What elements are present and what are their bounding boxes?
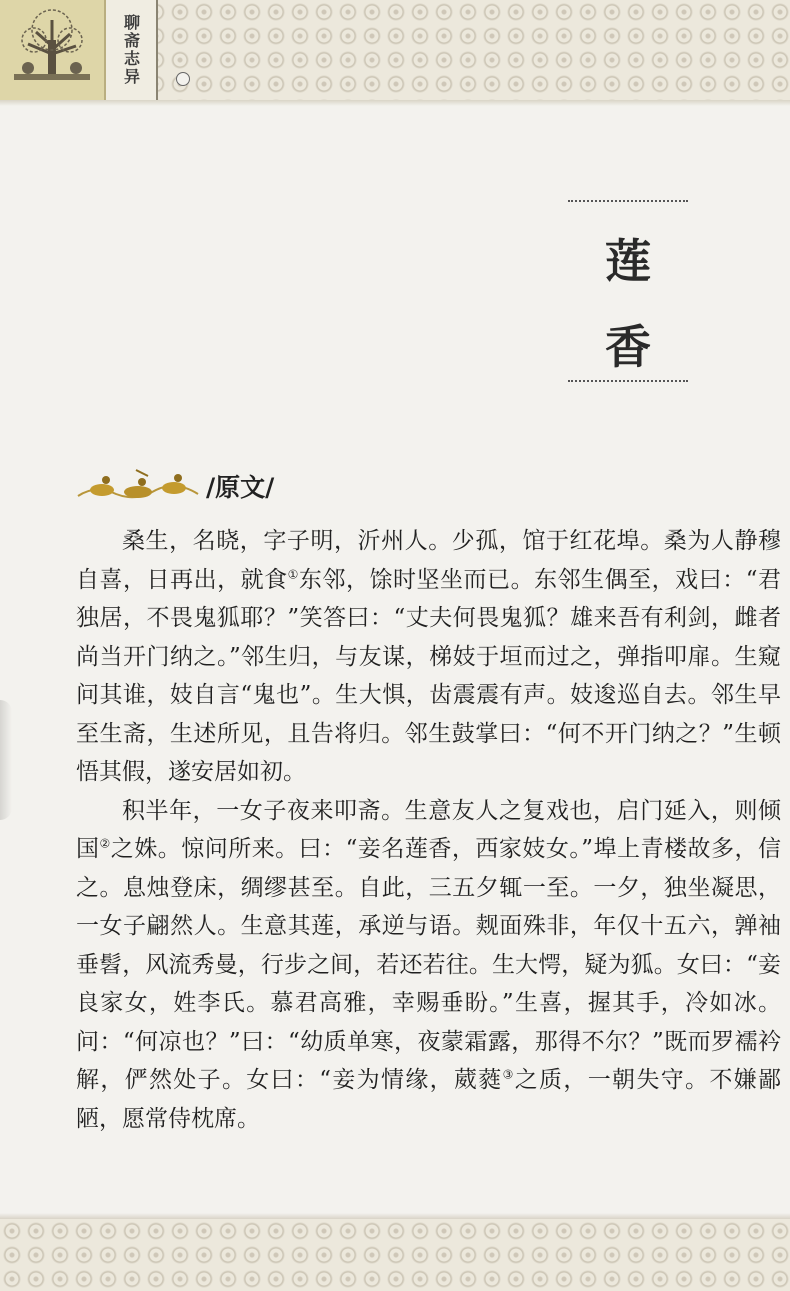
header-book-title: [106, 0, 158, 100]
horse-riders-ornament-icon: [76, 466, 200, 506]
chapter-title-char-2: 香: [605, 320, 651, 374]
chapter-title-char-1: 莲: [605, 234, 651, 288]
dotted-rule-top: [568, 200, 688, 202]
section-heading: [76, 462, 274, 510]
page-top-edge: [0, 100, 790, 106]
page-curl-shadow: [0, 700, 12, 820]
tree-emblem: [0, 0, 106, 100]
section-label-original-text: /原文/: [206, 473, 275, 502]
paragraph-2: 积半年，一女子夜来叩斋。生意友人之复戏也，启门延入，则倾国②之姝。惊问所来。曰：“妾名莲香，西家妓女。”埠上青楼故多，信之。息烛登床，绸缪甚至。自此，三五夕辄一至。一夕，独坐凝思，一女子翩然人。生意其莲，承逆与语。觌面殊非，年仅十五六，亸袖垂髫，风流秀曼，行步之间，若还若往。生大愕，疑为狐。女曰：“妾良家女，姓李氏。慕君高雅，幸赐垂盼。”生喜，握其手，冷如冰。问：“何凉也？”曰：“幼质单寒，夜蒙霜露，那得不尔？”既而罗襦衿解，俨然处子。女曰：“妾为情缘，葳蕤③之质，一朝失守。不嫌鄙陋，愿常侍枕席。: [76, 797, 781, 1132]
dotted-rule-bottom: [568, 380, 688, 382]
paragraph-1: 桑生，名晓，字子明，沂州人。少孤，馆于红花埠。桑为人静穆自喜，日再出，就食①东邻，馀时坚坐而已。东邻生偶至，戏曰：“君独居，不畏鬼狐耶？”笑答曰：“丈夫何畏鬼狐？雄来吾有利剑，雌者尚当开门纳之。”邻生归，与友谋，梯妓于垣而过之，弹指叩扉。生窥问其谁，妓自言“鬼也”。生大惧，齿震震有声。妓逡巡自去。邻生早至生斋，生述所见，且告将归。邻生鼓掌曰：“何不开门纳之？”生顿悟其假，遂安居如初。: [76, 528, 781, 785]
page-circle-marker: [176, 72, 190, 86]
footnote-marker-2: ②: [99, 836, 111, 851]
book-title-text: 聊斋志异: [121, 14, 141, 86]
bottom-decorative-border: [0, 1219, 790, 1291]
footnote-marker-3: ③: [502, 1067, 515, 1082]
chapter-title-block: [568, 200, 690, 374]
tree-icon: [8, 6, 96, 92]
footnote-marker-1: ①: [287, 566, 299, 581]
body-text: [76, 522, 781, 1138]
